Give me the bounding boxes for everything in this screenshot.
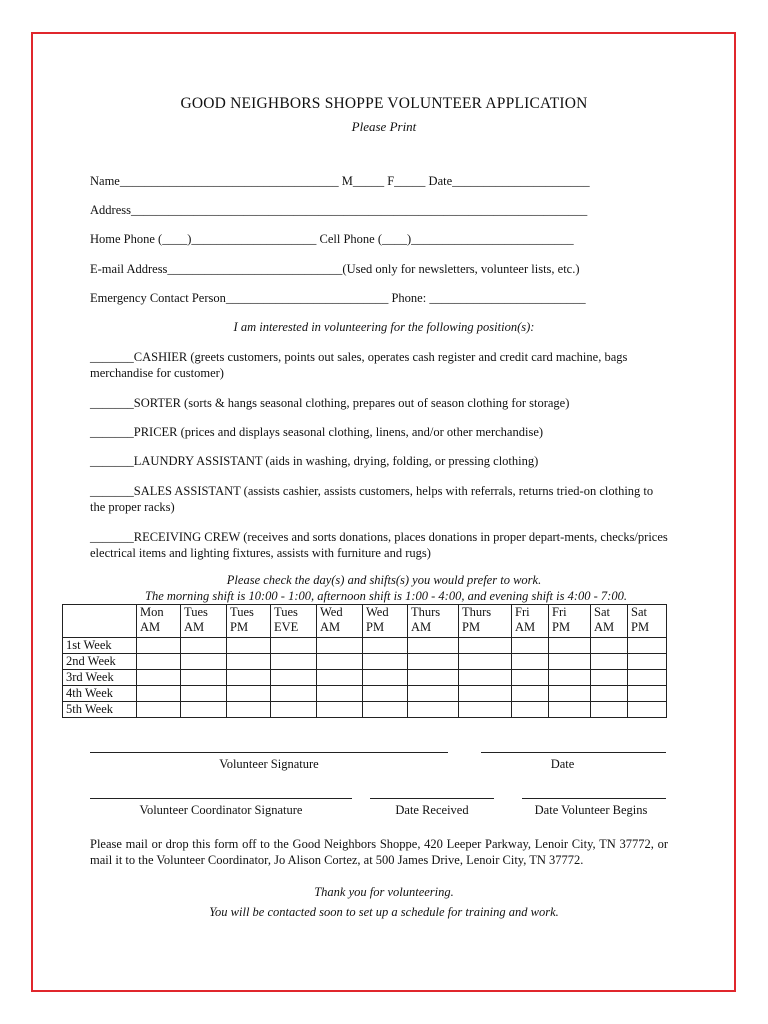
- shift-checkbox-cell[interactable]: [317, 654, 363, 670]
- shift-checkbox-cell[interactable]: [512, 670, 549, 686]
- shift-checkbox-cell[interactable]: [628, 702, 667, 718]
- column-shift: AM: [320, 620, 341, 634]
- shift-checkbox-cell[interactable]: [181, 670, 227, 686]
- schedule-header-row: [63, 605, 667, 638]
- shift-checkbox-cell[interactable]: [408, 654, 459, 670]
- shift-checkbox-cell[interactable]: [459, 670, 512, 686]
- thank-you-note: Thank you for volunteering.: [314, 885, 454, 899]
- shift-checkbox-cell[interactable]: [227, 638, 271, 654]
- shift-checkbox-cell[interactable]: [181, 654, 227, 670]
- shift-checkbox-cell[interactable]: [459, 702, 512, 718]
- phone-fields[interactable]: Home Phone (____)____________________ Cell Phone (____)__________________________: [90, 232, 574, 246]
- position-pricer[interactable]: _______PRICER (prices and displays seasonal clothing, linens, and/or other merchandise): [90, 425, 544, 439]
- column-shift: EVE: [274, 620, 299, 634]
- schedule-column-header: [591, 605, 628, 638]
- column-day: Sat: [631, 605, 647, 619]
- schedule-instruction: Please check the day(s) and shifts(s) you would prefer to work.: [226, 573, 542, 587]
- shift-checkbox-cell[interactable]: [549, 654, 591, 670]
- column-shift: PM: [366, 620, 385, 634]
- shift-checkbox-cell[interactable]: [137, 686, 181, 702]
- shift-checkbox-cell[interactable]: [512, 638, 549, 654]
- shift-checkbox-cell[interactable]: [363, 670, 408, 686]
- schedule-column-header: [549, 605, 591, 638]
- shift-checkbox-cell[interactable]: [363, 686, 408, 702]
- shift-checkbox-cell[interactable]: [317, 686, 363, 702]
- schedule-week-row: [63, 670, 667, 686]
- schedule-column-header: [408, 605, 459, 638]
- column-shift: AM: [594, 620, 615, 634]
- email-field[interactable]: E-mail Address____________________________(Used only for newsletters, volunteer lists, etc.): [90, 262, 580, 276]
- shift-checkbox-cell[interactable]: [271, 686, 317, 702]
- shift-checkbox-cell[interactable]: [317, 638, 363, 654]
- shift-checkbox-cell[interactable]: [549, 686, 591, 702]
- shift-checkbox-cell[interactable]: [549, 702, 591, 718]
- column-day: Wed: [320, 605, 343, 619]
- shift-checkbox-cell[interactable]: [408, 638, 459, 654]
- date-begins-label: Date Volunteer Begins: [534, 803, 648, 817]
- schedule-column-header: [227, 605, 271, 638]
- shift-checkbox-cell[interactable]: [591, 638, 628, 654]
- column-day: Tues: [274, 605, 298, 619]
- shift-checkbox-cell[interactable]: [181, 686, 227, 702]
- shift-checkbox-cell[interactable]: [363, 702, 408, 718]
- shift-checkbox-cell[interactable]: [137, 638, 181, 654]
- shift-checkbox-cell[interactable]: [549, 638, 591, 654]
- column-day: Sat: [594, 605, 610, 619]
- name-sex-date-field[interactable]: Name___________________________________ M_____ F_____ Date______________________: [90, 174, 590, 188]
- shift-checkbox-cell[interactable]: [408, 670, 459, 686]
- column-shift: PM: [462, 620, 481, 634]
- date-begins-line[interactable]: [522, 798, 666, 799]
- schedule-week-row: [63, 638, 667, 654]
- column-day: Mon: [140, 605, 164, 619]
- shift-checkbox-cell[interactable]: [459, 686, 512, 702]
- shift-checkbox-cell[interactable]: [227, 670, 271, 686]
- schedule-column-header: [459, 605, 512, 638]
- schedule-column-header: [181, 605, 227, 638]
- schedule-column-header: [271, 605, 317, 638]
- contact-note: You will be contacted soon to set up a schedule for training and work.: [209, 905, 559, 919]
- form-subtitle: Please Print: [351, 119, 417, 134]
- shift-checkbox-cell[interactable]: [628, 638, 667, 654]
- shift-checkbox-cell[interactable]: [271, 638, 317, 654]
- shift-checkbox-cell[interactable]: [512, 686, 549, 702]
- week-label: 1st Week: [63, 638, 137, 654]
- shift-checkbox-cell[interactable]: [591, 654, 628, 670]
- shift-checkbox-cell[interactable]: [181, 702, 227, 718]
- coordinator-signature-label: Volunteer Coordinator Signature: [139, 803, 303, 817]
- column-day: Tues: [230, 605, 254, 619]
- shift-checkbox-cell[interactable]: [227, 686, 271, 702]
- shift-checkbox-cell[interactable]: [137, 654, 181, 670]
- date-received-label: Date Received: [395, 803, 469, 817]
- schedule-table: [62, 604, 667, 718]
- shift-checkbox-cell[interactable]: [591, 670, 628, 686]
- week-label: 2nd Week: [63, 654, 137, 670]
- shift-checkbox-cell[interactable]: [317, 670, 363, 686]
- column-day: Wed: [366, 605, 389, 619]
- position-sorter[interactable]: _______SORTER (sorts & hangs seasonal clothing, prepares out of season clothing for storage): [90, 396, 570, 410]
- mailing-instructions: Please mail or drop this form off to the Good Neighbors Shoppe, 420 Leeper Parkway, Lenoir City, TN 37772, or mail it to the Volunteer Coordinator, Jo Alison Cortez, at 500 James Drive, Lenoir City, TN 37772.: [90, 837, 668, 867]
- date-received-line[interactable]: [370, 798, 494, 799]
- column-shift: PM: [552, 620, 571, 634]
- week-label: 3rd Week: [63, 670, 137, 686]
- shift-checkbox-cell[interactable]: [271, 654, 317, 670]
- schedule-column-header: [512, 605, 549, 638]
- week-label: 5th Week: [63, 702, 137, 718]
- signature-date-label: Date: [550, 757, 575, 771]
- shift-checkbox-cell[interactable]: [271, 670, 317, 686]
- shift-checkbox-cell[interactable]: [459, 638, 512, 654]
- shift-checkbox-cell[interactable]: [628, 654, 667, 670]
- column-day: Thurs: [462, 605, 492, 619]
- form-title: GOOD NEIGHBORS SHOPPE VOLUNTEER APPLICATION: [180, 95, 588, 112]
- shift-checkbox-cell[interactable]: [408, 702, 459, 718]
- shift-checkbox-cell[interactable]: [271, 702, 317, 718]
- column-day: Fri: [515, 605, 530, 619]
- shift-checkbox-cell[interactable]: [512, 654, 549, 670]
- schedule-column-header: [137, 605, 181, 638]
- shift-checkbox-cell[interactable]: [227, 702, 271, 718]
- schedule-column-header: [317, 605, 363, 638]
- column-shift: AM: [515, 620, 536, 634]
- schedule-week-row: [63, 654, 667, 670]
- schedule-corner-cell: [63, 605, 137, 638]
- column-day: Fri: [552, 605, 567, 619]
- shift-checkbox-cell[interactable]: [628, 686, 667, 702]
- shift-checkbox-cell[interactable]: [549, 670, 591, 686]
- position-cashier[interactable]: _______CASHIER (greets customers, points out sales, operates cash register and credit card machine, bags merchandise for customer): [90, 350, 628, 380]
- shift-checkbox-cell[interactable]: [137, 702, 181, 718]
- shift-checkbox-cell[interactable]: [227, 654, 271, 670]
- volunteer-signature-line[interactable]: [90, 752, 448, 753]
- column-day: Thurs: [411, 605, 441, 619]
- shift-checkbox-cell[interactable]: [181, 638, 227, 654]
- column-shift: PM: [230, 620, 249, 634]
- shift-checkbox-cell[interactable]: [363, 654, 408, 670]
- column-shift: PM: [631, 620, 650, 634]
- positions-intro: I am interested in volunteering for the following position(s):: [233, 320, 535, 334]
- shift-checkbox-cell[interactable]: [408, 686, 459, 702]
- schedule-week-row: [63, 702, 667, 718]
- column-day: Tues: [184, 605, 208, 619]
- emergency-contact-field[interactable]: Emergency Contact Person__________________________ Phone: _________________________: [90, 291, 586, 305]
- shift-checkbox-cell[interactable]: [512, 702, 549, 718]
- position-sales-assistant[interactable]: _______SALES ASSISTANT (assists cashier, assists customers, helps with referrals, returns tried-on clothing to the proper racks): [90, 484, 654, 514]
- coordinator-signature-line[interactable]: [90, 798, 352, 799]
- position-receiving-crew[interactable]: _______RECEIVING CREW (receives and sorts donations, places donations in proper depart-ments, checks/prices electrical items and lighting fixtures, assists with furniture and rugs): [90, 530, 668, 560]
- shift-checkbox-cell[interactable]: [628, 670, 667, 686]
- position-laundry-assistant[interactable]: _______LAUNDRY ASSISTANT (aids in washing, drying, folding, or pressing clothing): [90, 454, 539, 468]
- shift-checkbox-cell[interactable]: [363, 638, 408, 654]
- shift-checkbox-cell[interactable]: [591, 702, 628, 718]
- shift-checkbox-cell[interactable]: [459, 654, 512, 670]
- shift-times-note: The morning shift is 10:00 - 1:00, afternoon shift is 1:00 - 4:00, and evening shift is 4:00 - 7:00.: [145, 589, 627, 603]
- column-shift: AM: [140, 620, 161, 634]
- volunteer-signature-label: Volunteer Signature: [219, 757, 319, 771]
- week-label: 4th Week: [63, 686, 137, 702]
- schedule-week-row: [63, 686, 667, 702]
- shift-checkbox-cell[interactable]: [317, 702, 363, 718]
- schedule-column-header: [628, 605, 667, 638]
- signature-date-line[interactable]: [481, 752, 666, 753]
- column-shift: AM: [411, 620, 432, 634]
- schedule-column-header: [363, 605, 408, 638]
- address-field[interactable]: Address_________________________________________________________________________: [90, 203, 588, 217]
- shift-checkbox-cell[interactable]: [137, 670, 181, 686]
- shift-checkbox-cell[interactable]: [591, 686, 628, 702]
- column-shift: AM: [184, 620, 205, 634]
